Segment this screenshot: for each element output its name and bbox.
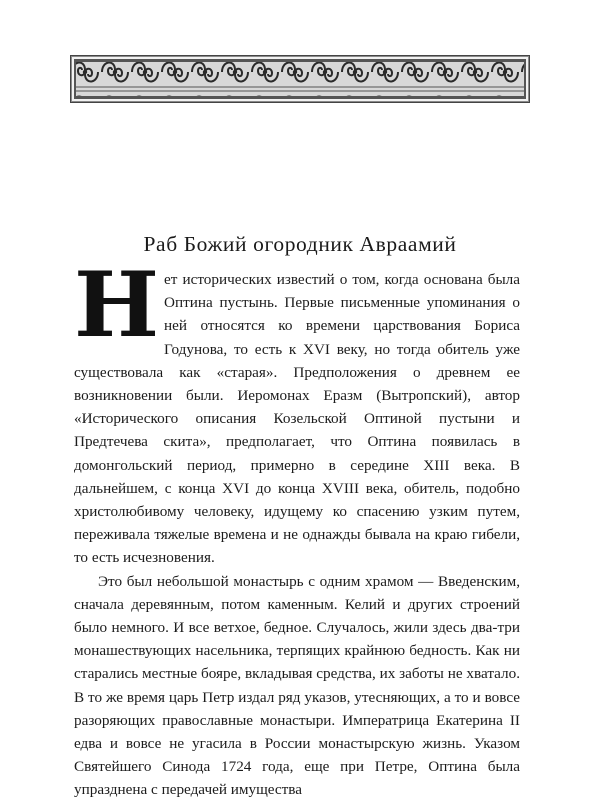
drop-cap: Н	[74, 252, 159, 358]
paragraph-1-text: ет исторических известий о том, когда основана была Оптина пустынь. Первые письменные упоминания о ней относятся ко времени царствования Бориса Годунова, то есть к XVI веку, но тогда обитель уже существовала как «старая». Предположения о древнем ее возникновении были. Иеромонах Еразм (Вытропский), автор «Исторического описания Козельской Оптиной пустыни и Предтечева скита», предполагает, что Оптина появилась в домонгольский период, примерно в середине XIII века. В дальнейшем, с конца XVI до конца XVIII века, обитель, подобно христолюбивому человеку, идущему ко спасению узким путем, переживала тяжелые времена и не однажды бывала на краю гибели, то есть исчезновения.	[74, 271, 520, 567]
ornamental-header-band	[70, 55, 530, 103]
paragraph-2: Это был небольшой монастырь с одним храмом — Введенским, сначала деревянным, потом каменным. Келий и других строений было немного. И все ветхое, бедное. Случалось, жили здесь два-три монашествующих насельника, терпящих крайнюю бедность. Как ни старались местные бояре, вкладывая средства, их заботы не хватало. В то же время царь Петр издал ряд указов, утесняющих, а то и вовсе разоряющих православные монастыри. Императрица Екатерина II едва и вовсе не угасила в России монастырскую жизнь. Указом Святейшего Синода 1724 года, еще при Петре, Оптина была упразднена с передачей имущества	[74, 572, 520, 799]
chapter-title: Раб Божий огородник Авраамий	[143, 232, 457, 256]
paragraph-1	[74, 252, 520, 570]
body-text	[74, 252, 520, 802]
